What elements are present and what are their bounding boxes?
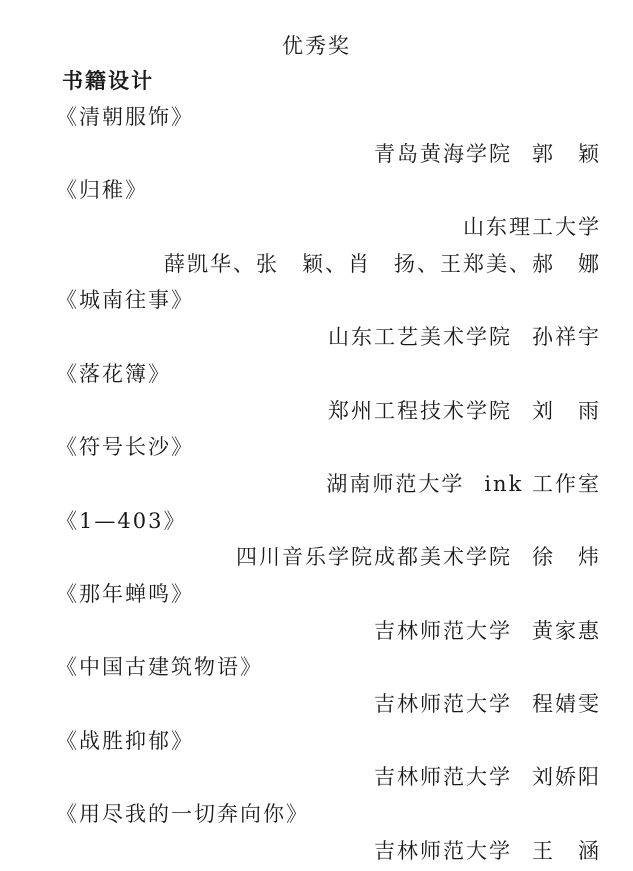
entry-school: 吉林师范大学 [374, 765, 512, 790]
entry-title: 《中国古建筑物语》 [56, 655, 263, 680]
entry-names: 刘娇阳 [532, 765, 601, 790]
entry-title: 《城南往事》 [56, 288, 194, 313]
entry-title: 《归稚》 [56, 178, 148, 203]
entry-school: 山东理工大学 [463, 215, 601, 240]
entry-author-line [0, 615, 633, 652]
entry-names: 王 涵 [532, 838, 601, 863]
entry-names: ink 工作室 [484, 471, 601, 496]
entry-title: 《战胜抑郁》 [56, 728, 194, 753]
entry-names: 郭 颖 [532, 141, 601, 166]
entry-author-line [0, 688, 633, 725]
entry-author-line [0, 321, 633, 358]
entry-names: 孙祥宇 [532, 325, 601, 350]
entry-author-line [0, 395, 633, 432]
entry-title: 《符号长沙》 [56, 435, 194, 460]
entry-school: 吉林师范大学 [374, 838, 512, 863]
entry-names: 程婧雯 [532, 692, 601, 716]
entry-title: 《那年蝉鸣》 [56, 581, 194, 606]
entry-school: 吉林师范大学 [374, 692, 512, 716]
entry-author-line [0, 835, 633, 871]
entry-school: 四川音乐学院成都美术学院 [236, 545, 512, 570]
award-title: 优秀奖 [282, 34, 351, 58]
entry-school: 青岛黄海学院 [374, 141, 512, 166]
category-heading: 书籍设计 [62, 69, 154, 93]
entry-title: 《落花簿》 [56, 361, 171, 386]
entry-author-line [0, 761, 633, 798]
entry-title: 《用尽我的一切奔向你》 [56, 802, 309, 827]
entry-title: 《1—403》 [56, 508, 187, 533]
entry-names: 刘 雨 [532, 398, 601, 423]
entry-names: 徐 炜 [532, 545, 601, 570]
entry-title: 《清朝服饰》 [56, 105, 194, 129]
entry-names: 薛凯华、张 颖、肖 扬、王郑美、郝 娜 [164, 251, 601, 276]
entry-school: 湖南师范大学 [326, 471, 465, 496]
entry-author-line [0, 138, 633, 175]
entry-school: 郑州工程技术学院 [328, 398, 512, 423]
entry-list [0, 101, 633, 871]
entry-author-line [0, 248, 633, 285]
entry-author-line [0, 468, 633, 505]
entry-school: 吉林师范大学 [374, 618, 512, 643]
entry-names: 黄家惠 [532, 618, 601, 643]
entry-author-line [0, 211, 633, 248]
entry-author-line [0, 541, 633, 578]
entry-school: 山东工艺美术学院 [328, 325, 512, 350]
